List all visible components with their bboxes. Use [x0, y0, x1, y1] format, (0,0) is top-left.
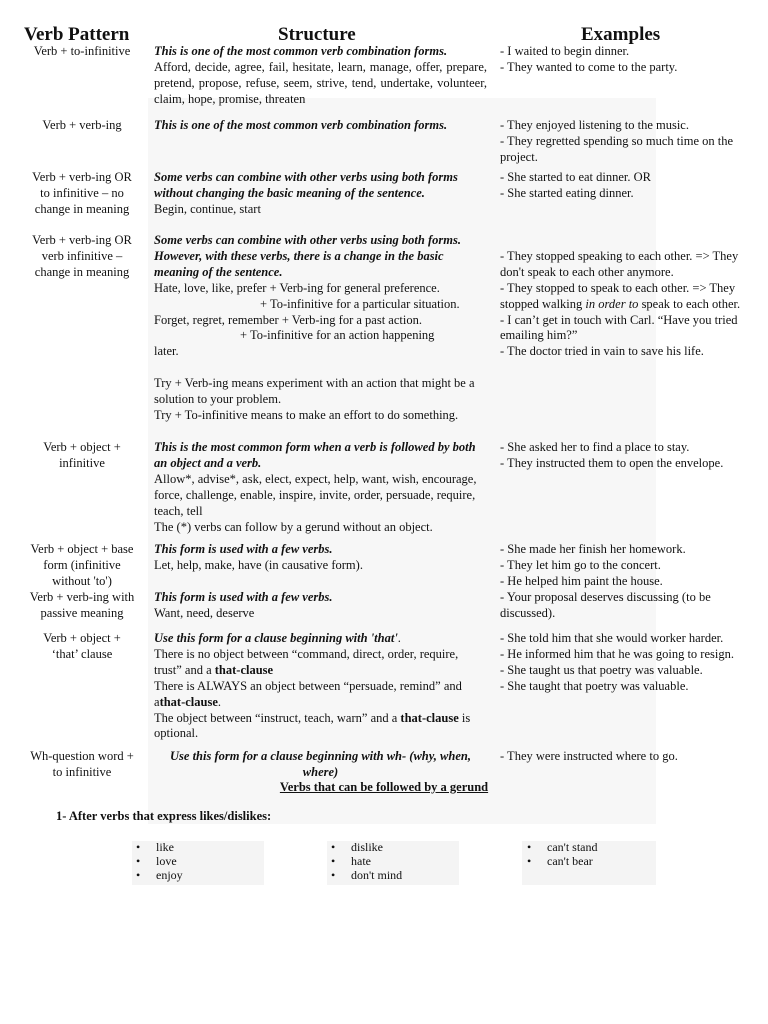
verb-pattern-cell	[20, 590, 144, 622]
verb-pattern-cell	[20, 44, 144, 60]
pattern-line: Verb + verb-ing OR	[32, 233, 132, 247]
pattern-line: ‘that’ clause	[51, 646, 113, 661]
structure-segment: .	[397, 631, 401, 645]
structure-line: Some verbs can combine with other verbs using both forms. However, with these verbs, there is a change in the basic meaning of the sentence.	[154, 233, 461, 279]
pattern-line: Verb + object +	[43, 440, 121, 454]
header-structure: Structure	[278, 24, 356, 45]
gerund-subheading: Verbs that can be followed by a gerund	[279, 780, 489, 794]
bullet-list-dislikes	[329, 840, 402, 883]
structure-line	[154, 679, 487, 711]
structure-line: Some verbs can combine with other verbs using both forms without changing the basic meaning of the sentence.	[154, 170, 458, 200]
example-line: - She taught that poetry was valuable.	[500, 678, 689, 693]
pattern-line: form (infinitive	[43, 557, 121, 572]
structure-line: Afford, decide, agree, fail, hesitate, learn, manage, offer, prepare, pretend, propose, refuse, seem, strive, tend, undertake, volunteer, claim, hope, promise, threaten	[154, 59, 487, 106]
example-line	[500, 281, 745, 313]
example-line: - I waited to begin dinner.	[500, 44, 630, 58]
structure-cell	[154, 233, 487, 424]
bullet-item: • hate	[329, 854, 402, 868]
bullet-item: • dislike	[329, 840, 402, 854]
structure-segment: The object between “instruct, teach, warn” and a	[154, 710, 401, 725]
structure-segment: that-clause	[400, 710, 459, 725]
structure-segment: that-clause	[159, 694, 218, 709]
example-line: - She started eating dinner.	[500, 185, 634, 200]
structure-cell	[154, 170, 487, 218]
example-line: - They were instructed where to go.	[500, 749, 678, 763]
pattern-line: Wh-question word +	[30, 749, 134, 763]
pattern-line: Verb + object +	[43, 631, 121, 645]
structure-cell	[154, 749, 487, 781]
structure-line: Want, need, deserve	[154, 605, 255, 620]
structure-line	[154, 647, 487, 679]
example-segment: speak to each other.	[638, 296, 741, 311]
bullet-list-cant	[525, 840, 597, 868]
pattern-line: Verb + to-infinitive	[33, 44, 131, 58]
examples-cell	[500, 631, 745, 695]
pattern-line: verb infinitive –	[41, 248, 123, 263]
examples-cell	[500, 440, 745, 472]
structure-cell	[154, 590, 487, 622]
structure-line: This form is used with a few verbs.	[154, 542, 333, 556]
bullet-item: • can't stand	[525, 840, 597, 854]
structure-line	[154, 360, 487, 376]
examples-cell	[500, 118, 745, 166]
structure-line: Begin, continue, start	[154, 201, 261, 216]
structure-line: later.	[154, 344, 179, 359]
examples-cell	[500, 233, 745, 360]
verb-pattern-cell	[20, 233, 144, 281]
structure-line	[154, 711, 487, 743]
pattern-line: to infinitive	[52, 764, 112, 779]
example-segment: - They stopped speaking to each other. => They don't speak to each other anymore.	[500, 248, 739, 279]
example-line	[500, 313, 745, 345]
structure-segment: that-clause	[214, 662, 274, 677]
likes-dislikes-section-title: 1- After verbs that express likes/dislikes:	[56, 809, 272, 823]
pattern-line: passive meaning	[40, 605, 124, 620]
examples-cell	[500, 44, 745, 76]
pattern-line: infinitive	[59, 455, 105, 470]
example-line: - They enjoyed listening to the music.	[500, 118, 689, 132]
structure-line: + To-infinitive for a particular situation.	[260, 296, 460, 311]
example-line: - They regretted spending so much time on the project.	[500, 133, 734, 164]
bullet-item: • don't mind	[329, 868, 402, 882]
structure-line: Allow*, advise*, ask, elect, expect, help, want, wish, encourage, force, challenge, enable, inspire, invite, order, persuade, require, teach, tell	[154, 471, 477, 518]
examples-cell	[500, 590, 745, 622]
structure-cell	[154, 44, 487, 108]
example-line: - They instructed them to open the envelope.	[500, 455, 724, 470]
structure-line: Try + To-infinitive means to make an effort to do something.	[154, 407, 459, 422]
verb-pattern-cell	[20, 440, 144, 472]
example-line: - She told him that she would worker harder.	[500, 631, 724, 645]
pattern-line: Verb + verb-ing	[42, 118, 122, 132]
pattern-line: change in meaning	[34, 264, 130, 279]
example-line: - She asked her to find a place to stay.	[500, 440, 690, 454]
pattern-line: to infinitive – no	[40, 185, 124, 200]
example-line: - She taught us that poetry was valuable.	[500, 662, 703, 677]
structure-line: Hate, love, like, prefer + Verb-ing for general preference.	[154, 280, 440, 295]
examples-cell	[500, 749, 745, 765]
structure-line: The (*) verbs can follow by a gerund without an object.	[154, 519, 433, 534]
examples-cell	[500, 542, 745, 590]
structure-line: Try + Verb-ing means experiment with an action that might be a solution to your problem.	[154, 376, 475, 407]
structure-segment: There is ALWAYS an object between “persuade, remind” and a	[154, 678, 462, 709]
examples-cell	[500, 170, 745, 202]
structure-segment: There is no object between “command, direct, order, require, trust” and a	[154, 646, 459, 677]
structure-segment: Use this form for a clause beginning with 'that'	[154, 631, 398, 645]
bullet-item: • like	[134, 840, 183, 854]
header-verb-pattern: Verb Pattern	[24, 24, 130, 45]
structure-line: This is one of the most common verb combination forms.	[154, 118, 448, 132]
structure-line: This form is used with a few verbs.	[154, 590, 333, 604]
bullet-item: • love	[134, 854, 183, 868]
example-line	[500, 344, 745, 360]
pattern-line: Verb + object + base	[30, 542, 134, 556]
example-line: - She started to eat dinner. OR	[500, 170, 652, 184]
structure-cell	[154, 118, 487, 134]
bullet-list-likes	[134, 840, 183, 883]
example-line: - He helped him paint the house.	[500, 573, 663, 588]
example-line: - They let him go to the concert.	[500, 557, 661, 572]
example-line: - She made her finish her homework.	[500, 542, 686, 556]
example-line	[500, 249, 745, 281]
spacer	[500, 233, 745, 249]
structure-line: Forget, regret, remember + Verb-ing for a past action.	[154, 312, 422, 327]
structure-line	[154, 631, 487, 647]
header-examples: Examples	[581, 24, 661, 45]
structure-segment: .	[217, 694, 222, 709]
structure-line: Let, help, make, have (in causative form).	[154, 557, 363, 572]
example-segment: - The doctor tried in vain to save his life.	[500, 344, 704, 359]
structure-cell	[154, 542, 487, 574]
verb-pattern-cell	[20, 749, 144, 781]
verb-pattern-cell	[20, 170, 144, 218]
structure-cell	[154, 631, 487, 742]
structure-cell	[154, 440, 487, 535]
structure-line: This is one of the most common verb combination forms.	[154, 44, 448, 58]
pattern-line: without 'to')	[52, 573, 112, 588]
bullet-item: • enjoy	[134, 868, 183, 882]
example-segment: - They stopped to speak to each other. => They stopped walking	[500, 280, 736, 311]
example-segment: in order to	[585, 296, 639, 311]
structure-line: Use this form for a clause beginning with wh- (why, when, where)	[170, 749, 471, 779]
structure-line: This is the most common form when a verb is followed by both an object and a verb.	[154, 440, 476, 470]
example-line: - He informed him that he was going to resign.	[500, 646, 734, 661]
pattern-line: change in meaning	[34, 201, 130, 216]
verb-pattern-cell	[20, 542, 144, 590]
example-line: - Your proposal deserves discussing (to be discussed).	[500, 590, 711, 620]
pattern-line: Verb + verb-ing with	[29, 590, 135, 604]
bullet-item: • can't bear	[525, 854, 597, 868]
verb-pattern-cell	[20, 118, 144, 134]
structure-line: + To-infinitive for an action happening	[240, 328, 435, 343]
pattern-line: Verb + verb-ing OR	[32, 170, 132, 184]
structure-segment: is optional.	[154, 710, 471, 741]
example-segment: - I can’t get in touch with Carl. “Have you tried emailing him?”	[500, 312, 738, 343]
verb-pattern-cell	[20, 631, 144, 663]
example-line: - They wanted to come to the party.	[500, 59, 678, 74]
